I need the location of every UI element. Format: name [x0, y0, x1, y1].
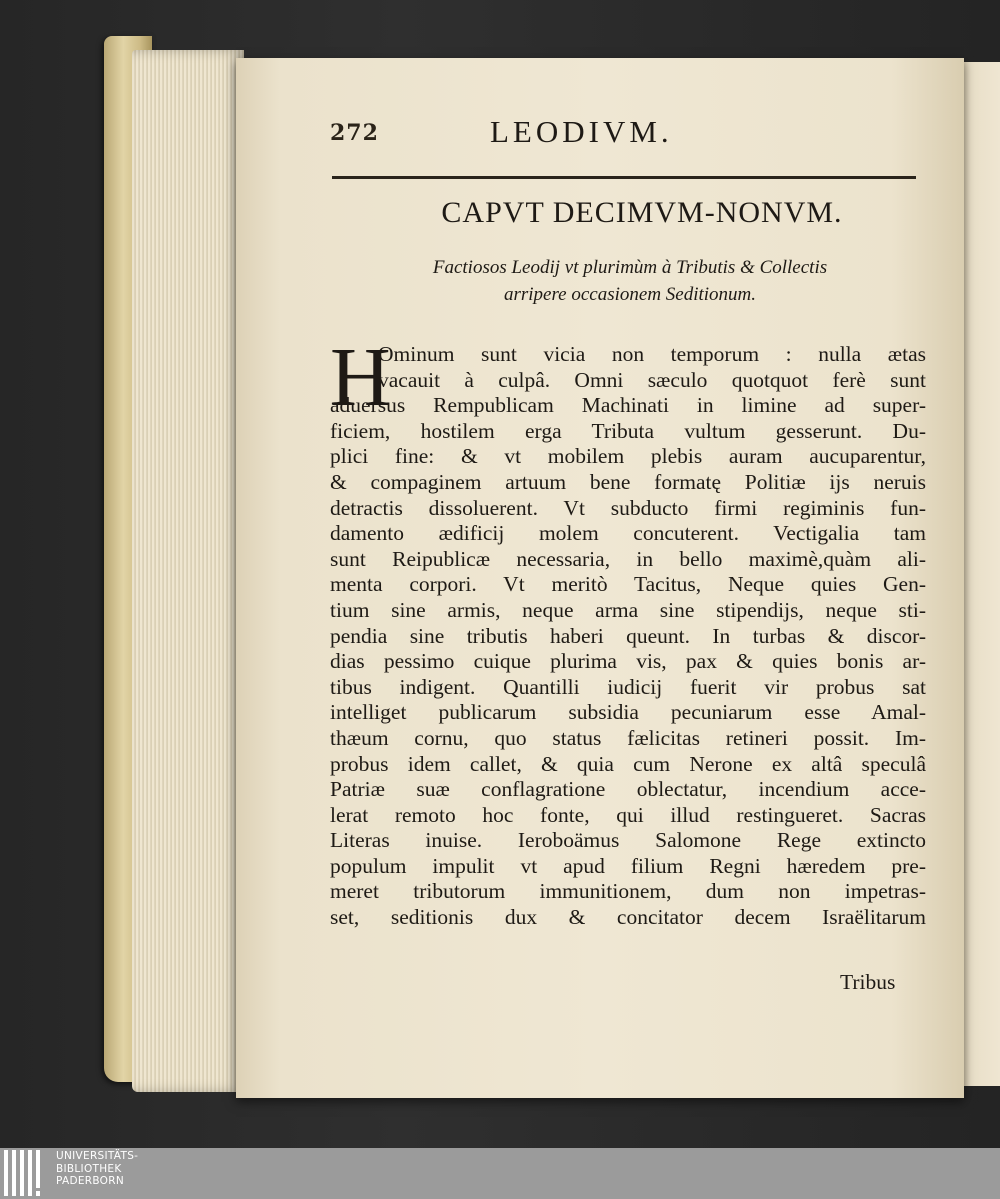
text-line: plici fine: & vt mobilem plebis auram aucuparentur, [330, 444, 926, 469]
library-name [56, 1150, 138, 1188]
text-line: & compaginem artuum bene formatę Politiæ ijs neruis [330, 469, 926, 494]
text-line: lerat remoto hoc fonte, qui illud restingueret. Sacras [330, 802, 926, 827]
text-line: Patriæ suæ conflagratione oblectatur, incendium acce- [330, 777, 926, 802]
summary-line: Factiosos Leodij vt plurimùm à Tributis & Collectis [432, 257, 828, 278]
text-line: pendia sine tributis haberi queunt. In turbas & discor- [330, 623, 926, 648]
text-line: ficiem, hostilem erga Tributa vultum gesserunt. Du- [330, 418, 926, 443]
running-head [330, 114, 920, 154]
text-line: thæum cornu, quo status fælicitas retineri possit. Im- [330, 725, 926, 750]
text-line: Literas inuise. Ieroboämus Salomone Rege extincto [330, 828, 926, 853]
text-line: dias pessimo cuique plurima vis, pax & quies bonis ar- [330, 649, 926, 674]
footer-bar [0, 1148, 1000, 1199]
drop-cap: H [330, 331, 391, 424]
library-logo-icon [4, 1150, 46, 1196]
running-title: LEODIVM. [490, 114, 673, 149]
library-name-line: BIBLIOTHEK [56, 1162, 122, 1175]
chapter-summary [350, 254, 910, 308]
text-line: vacauit à culpâ. Omni sæculo quotquot ferè sunt [378, 367, 926, 392]
body-text [330, 342, 926, 931]
text-line: Ominum sunt vicia non temporum : nulla ætas [378, 342, 926, 366]
text-line: populum impulit vt apud filium Regni hæredem pre- [330, 853, 926, 878]
chapter-title: CAPVT DECIMVM-NONVM. [441, 196, 843, 229]
text-line: detractis dissoluerent. Vt subducto firmi regiminis fun- [330, 495, 926, 520]
library-name-line: UNIVERSITÄTS- [56, 1150, 139, 1162]
facing-page-edge [958, 62, 1000, 1086]
catchword: Tribus [840, 970, 896, 994]
text-line: intelliget publicarum subsidia pecuniarum esse Amal- [330, 700, 926, 725]
text-line: damento ædificij molem concuterent. Vectigalia tam [330, 521, 926, 546]
text-line: set, seditionis dux & concitator decem Israëlitarum [330, 905, 926, 930]
header-rule [332, 176, 916, 179]
summary-line: arripere occasionem Seditionum. [503, 284, 757, 305]
text-line: tibus indigent. Quantilli iudicij fuerit vir probus sat [330, 674, 926, 699]
page-edges [132, 50, 244, 1092]
text-line: sunt Reipublicæ necessaria, in bello maximè,quàm ali- [330, 546, 926, 571]
page-number: 272 [330, 120, 379, 146]
text-line: meret tributorum immunitionem, dum non impetras- [330, 879, 926, 904]
library-name-line: PADERBORN [56, 1175, 124, 1187]
text-line: menta corpori. Vt meritò Tacitus, Neque quies Gen- [330, 572, 926, 597]
text-line: aduersus Rempublicam Machinati in limine ad super- [330, 393, 926, 418]
text-line: tium sine armis, neque arma sine stipendijs, neque sti- [330, 597, 926, 622]
text-line: probus idem callet, & quia cum Nerone ex altâ speculâ [330, 751, 926, 776]
